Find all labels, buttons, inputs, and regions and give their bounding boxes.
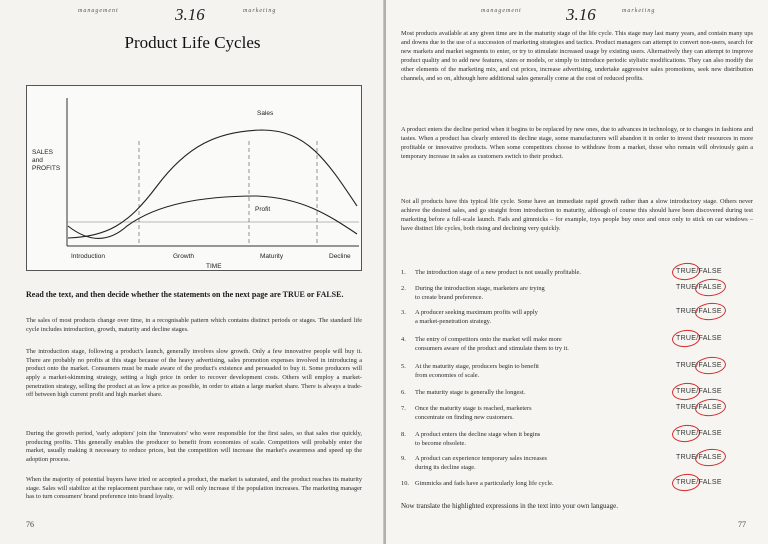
running-head-right-r: marketing — [622, 8, 656, 14]
statement-8 — [401, 430, 681, 449]
life-cycle-chart-svg — [27, 86, 363, 272]
true-false-choice-9[interactable] — [676, 454, 746, 461]
false-option[interactable]: FALSE — [698, 268, 722, 275]
sales-series-label: Sales — [257, 110, 274, 117]
slash: / — [696, 404, 699, 411]
statement-text: During the introduction stage, marketers are trying — [415, 285, 545, 292]
slash: / — [696, 308, 699, 315]
stage-label-growth: Growth — [173, 253, 194, 260]
statement-number: 7. — [401, 405, 406, 412]
false-option[interactable]: FALSE — [698, 362, 722, 369]
paragraph-3: During the growth period, 'early adopters' join the 'innovators' who were responsible for the first sales, so that sales rise quickly, producing profits. This generally enables the producer to benefit from economies of scale. Competitors will probably enter the market, usually making it necessary to reduce prices, but the competition will increase the market's awareness and speed up the adoption process. — [26, 430, 362, 464]
true-false-choice-4[interactable] — [676, 335, 746, 342]
slash: / — [696, 430, 699, 437]
true-option[interactable]: TRUE — [676, 268, 697, 275]
true-option[interactable]: TRUE — [676, 335, 697, 342]
true-option[interactable]: TRUE — [676, 362, 697, 369]
statement-text-cont: to create brand preference. — [415, 294, 484, 302]
slash: / — [696, 335, 699, 342]
statement-number: 6. — [401, 389, 406, 396]
stage-label-maturity: Maturity — [260, 253, 284, 260]
running-head-left-r: management — [481, 8, 522, 14]
statement-text-cont: to become obsolete. — [415, 440, 466, 448]
statement-text: A product enters the decline stage when it begins — [415, 431, 541, 438]
statement-4 — [401, 335, 681, 354]
statement-number: 4. — [401, 336, 406, 343]
statement-number: 1. — [401, 269, 406, 276]
life-cycle-chart — [26, 85, 362, 271]
profit-series-label: Profit — [255, 206, 271, 213]
statement-10 — [401, 479, 681, 488]
right-page — [386, 0, 768, 544]
statement-text-cont: a market-penetration strategy. — [415, 318, 492, 326]
statement-9 — [401, 454, 681, 473]
running-head-right: marketing — [243, 8, 277, 14]
statement-2 — [401, 284, 681, 303]
false-option[interactable]: FALSE — [698, 388, 722, 395]
translate-instruction: Now translate the highlighted expressions in the text into your own language. — [401, 502, 618, 510]
true-false-choice-5[interactable] — [676, 362, 746, 369]
paragraph-4: When the majority of potential buyers have tried or accepted a product, the market is saturated, and the product reaches its maturity stage. Sales will stabilize at the replacement purchase rate, or will only increase if the population increases. The marketing manager has to turn consumers' brand preference into brand loyalty. — [26, 476, 362, 501]
unit-number-r: 3.16 — [566, 5, 596, 24]
paragraph-1: The sales of most products change over time, in a recognisable pattern which contains distinct periods or stages. The standard life cycle includes introduction, growth, maturity and decline stages. — [26, 317, 362, 333]
slash: / — [696, 362, 699, 369]
statement-text-cont: from economies of scale. — [415, 372, 480, 380]
true-option[interactable]: TRUE — [676, 479, 697, 486]
true-option[interactable]: TRUE — [676, 430, 697, 437]
statement-7 — [401, 404, 681, 423]
page-title: Product Life Cycles — [124, 33, 261, 52]
y-axis-label-1: SALES — [32, 149, 53, 156]
false-option[interactable]: FALSE — [698, 284, 722, 291]
statement-text: The entry of competitors onto the market will make more — [415, 336, 562, 343]
true-false-choice-1[interactable] — [676, 268, 746, 275]
statement-text: A producer seeking maximum profits will apply — [415, 309, 538, 316]
true-false-choice-3[interactable] — [676, 308, 746, 315]
statement-1 — [401, 268, 681, 277]
page-number-right: 77 — [738, 520, 746, 529]
true-option[interactable]: TRUE — [676, 404, 697, 411]
true-option[interactable]: TRUE — [676, 388, 697, 395]
statement-text-cont: during its decline stage. — [415, 464, 476, 472]
false-option[interactable]: FALSE — [698, 454, 722, 461]
slash: / — [696, 388, 699, 395]
statement-text: Once the maturity stage is reached, marketers — [415, 405, 532, 412]
statement-number: 5. — [401, 363, 406, 370]
statement-3 — [401, 308, 681, 327]
statement-5 — [401, 362, 681, 381]
true-option[interactable]: TRUE — [676, 284, 697, 291]
statement-number: 2. — [401, 285, 406, 292]
stage-label-decline: Decline — [329, 253, 351, 260]
stage-label-introduction: Introduction — [71, 253, 105, 260]
true-option[interactable]: TRUE — [676, 308, 697, 315]
true-option[interactable]: TRUE — [676, 454, 697, 461]
true-false-choice-6[interactable] — [676, 388, 746, 395]
statement-text-cont: concentrate on finding new customers. — [415, 414, 514, 422]
false-option[interactable]: FALSE — [698, 404, 722, 411]
statement-number: 9. — [401, 455, 406, 462]
true-false-choice-7[interactable] — [676, 404, 746, 411]
running-head-left: management — [78, 8, 119, 14]
false-option[interactable]: FALSE — [698, 430, 722, 437]
statement-text: The introduction stage of a new product is not usually profitable. — [415, 269, 581, 276]
slash: / — [696, 268, 699, 275]
statement-number: 3. — [401, 309, 406, 316]
paragraph-2: The introduction stage, following a product's launch, generally involves slow growth. Only a few innovative people will buy it. There are probably no profits at this stage because of the heavy advertising, sales promotion expenses involved in introducing a product onto the market. Consumers must be made aware of the product's existence and persuaded to buy it. Some producers will apply a market-skimming strategy, setting a high price in order to recover development costs. Others will employ a market-penetration strategy, selling the product at as low a price as possible, in order to attain a large market share. There is always a trade-off between high current profit and high market share. — [26, 348, 362, 399]
unit-number: 3.16 — [175, 5, 205, 24]
statement-number: 10. — [401, 480, 409, 487]
instruction-text: Read the text, and then decide whether the statements on the next page are TRUE or FALSE. — [26, 290, 344, 299]
statement-text: A product can experience temporary sales increases — [415, 455, 548, 462]
y-axis-label-2: and — [32, 157, 43, 164]
true-false-choice-2[interactable] — [676, 284, 746, 291]
statement-text: The maturity stage is generally the longest. — [415, 389, 526, 396]
slash: / — [696, 454, 699, 461]
statement-6 — [401, 388, 681, 397]
false-option[interactable]: FALSE — [698, 308, 722, 315]
right-paragraph-3: Not all products have this typical life cycle. Some have an immediate rapid growth rather than a slow introductory stage. Others never achieve the desired sales, and go straight from introduction to maturity, although of course this should have been discovered during test marketing before a full-scale launch. Fads and gimmicks – for example, toys people buy once and once only to stick on car windows – have distinct life cycles, both rising and declining very quickly. — [401, 198, 753, 232]
slash: / — [696, 284, 699, 291]
profit-curve — [68, 196, 357, 238]
x-axis-label: TIME — [206, 263, 222, 270]
statement-text: Gimmicks and fads have a particularly long life cycle. — [415, 480, 554, 487]
true-false-choice-8[interactable] — [676, 430, 746, 437]
right-paragraph-1: Most products available at any given time are in the maturity stage of the life cycle. This stage may last many years, and contain many ups and downs due to the use of a succession of marketing strategies and tactics. Product managers can attempt to convert non-users, search for new markets and market segments to enter, or try to stimulate increased usage by existing users. Alternatively they can attempt to improve product quality and to add new features, sizes or models, or simply to introduce periodic stylistic modifications. They can also modify the other elements of the marketing mix, and cut prices, increase advertising, undertake aggressive sales promotions, seek new distribution channels, and so on, although here additional sales generally come at the cost of reduced profits. — [401, 30, 753, 82]
right-paragraph-2: A product enters the decline period when it begins to be replaced by new ones, due to advances in technology, or to changes in fashions and tastes. When a product has clearly entered its decline stage, some manufacturers will abandon it in order to invest their resources in more profitable or innovative products. When some competitors choose to withdraw from a market, those who remain will obviously gain a temporary increase in sales as customers switch to their product. — [401, 126, 753, 160]
statement-text: At the maturity stage, producers begin to benefit — [415, 363, 539, 370]
y-axis-label-3: PROFITS — [32, 165, 61, 172]
slash: / — [696, 479, 699, 486]
true-false-choice-10[interactable] — [676, 479, 746, 486]
statement-text-cont: consumers aware of the product and stimulate them to try it. — [415, 345, 569, 353]
statement-number: 8. — [401, 431, 406, 438]
false-option[interactable]: FALSE — [698, 479, 722, 486]
false-option[interactable]: FALSE — [698, 335, 722, 342]
page-number-left: 76 — [26, 520, 34, 529]
